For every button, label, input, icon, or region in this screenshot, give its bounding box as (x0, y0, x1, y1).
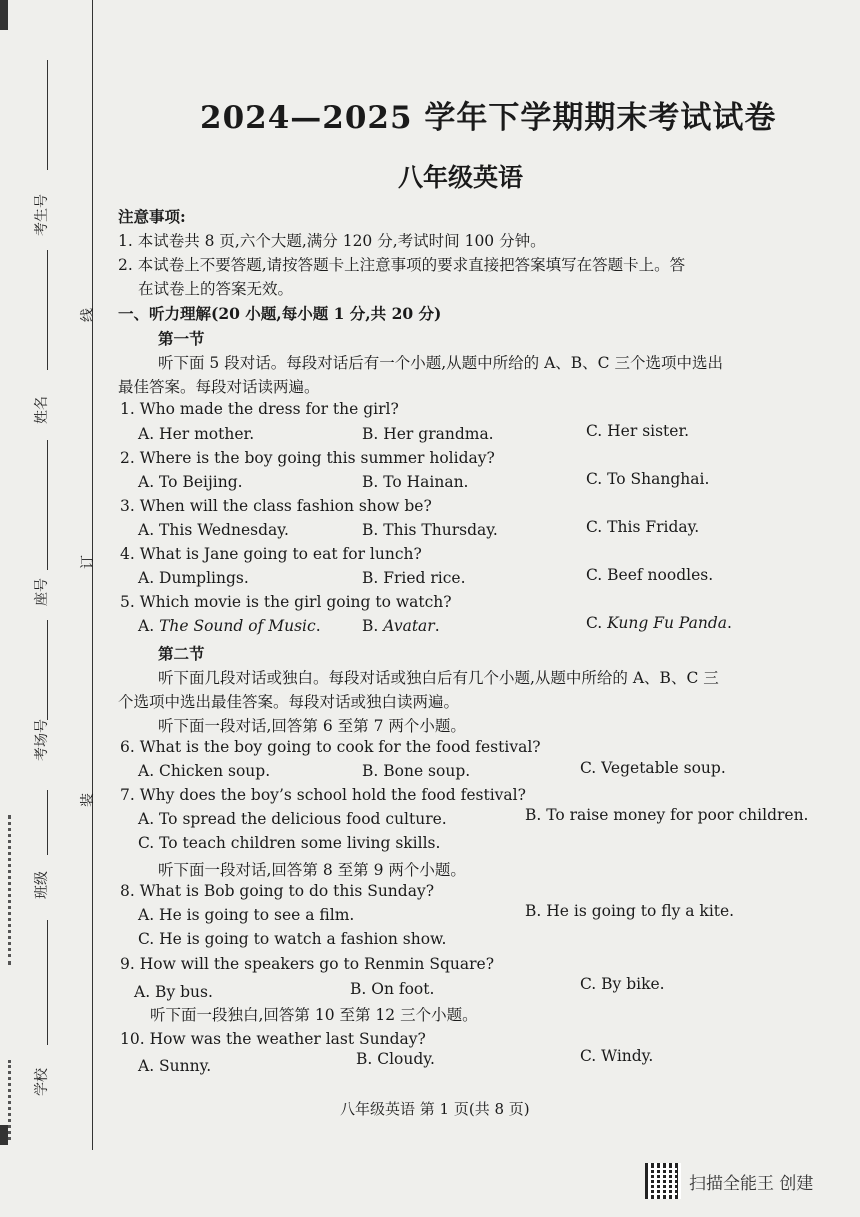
question-text: 8. What is Bob going to do this Sunday? (120, 882, 435, 900)
question-text: 3. When will the class fashion show be? (120, 497, 432, 515)
question-text: 7. Why does the boy’s school hold the food festival? (120, 786, 526, 804)
option-c: C. By bike. (580, 975, 665, 993)
option-a: A. Sunny. (138, 1057, 212, 1075)
instruction-cont: 个选项中选出最佳答案。每段对话或独白读两遍。 (118, 693, 460, 711)
fill-line (47, 920, 48, 1045)
option-a: A. To spread the delicious food culture. (138, 810, 447, 828)
dotted-edge (8, 815, 14, 965)
option-b: B. To raise money for poor children. (525, 806, 809, 824)
page-footer: 八年级英语 第 1 页(共 8 页) (340, 1100, 530, 1118)
binding-margin (0, 0, 110, 1150)
option-c: C. Her sister. (586, 422, 690, 440)
binding-line (92, 0, 93, 1150)
lead-in: 听下面一段对话,回答第 6 至第 7 两个小题。 (158, 717, 466, 735)
corner-mark (0, 1125, 8, 1145)
option-a: A. He is going to see a film. (138, 906, 355, 924)
question-text: 1. Who made the dress for the girl? (120, 400, 399, 418)
field-label-school: 学校 (34, 1068, 50, 1096)
fill-line (47, 250, 48, 370)
option-b: B. Avatar. (362, 617, 440, 635)
option-b: B. To Hainan. (362, 473, 469, 491)
option-c: C. This Friday. (586, 518, 700, 536)
field-label-name: 姓名 (34, 396, 50, 424)
notice-item-2: 2. 本试卷上不要答题,请按答题卡上注意事项的要求直接把答案填写在答题卡上。答 (118, 256, 686, 274)
notice-heading: 注意事项: (118, 207, 186, 226)
page-subtitle: 八年级英语 (398, 163, 524, 192)
option-b: B. Bone soup. (362, 762, 471, 780)
fill-line (47, 790, 48, 855)
corner-mark (0, 0, 8, 30)
fill-line (47, 620, 48, 720)
instruction: 听下面 5 段对话。每段对话后有一个小题,从题中所给的 A、B、C 三个选项中选出 (158, 354, 723, 372)
fill-line (47, 440, 48, 570)
field-label-room: 考场号 (34, 719, 50, 761)
field-label-exam-number: 考生号 (34, 194, 50, 236)
cut-label-bind: 装 (80, 793, 96, 807)
question-text: 2. Where is the boy going this summer holiday? (120, 449, 495, 467)
watermark-text: 扫描全能王 创建 (689, 1173, 814, 1194)
option-c: C. Kung Fu Panda. (586, 614, 732, 632)
notice-item-1: 1. 本试卷共 8 页,六个大题,满分 120 分,考试时间 100 分钟。 (118, 232, 546, 250)
option-a: A. Dumplings. (138, 569, 249, 587)
part-heading-2: 第二节 (158, 644, 205, 663)
question-text: 6. What is the boy going to cook for the food festival? (120, 738, 541, 756)
field-label-seat: 座号 (34, 578, 50, 606)
field-label-class: 班级 (34, 871, 50, 899)
page-title: 2024—2025 学年下学期期末考试试卷 (200, 100, 777, 136)
lead-in: 听下面一段对话,回答第 8 至第 9 两个小题。 (158, 861, 466, 879)
option-c: C. Vegetable soup. (580, 759, 726, 777)
option-c: C. Windy. (580, 1047, 654, 1065)
option-b: B. He is going to fly a kite. (525, 902, 735, 920)
question-text: 10. How was the weather last Sunday? (120, 1030, 426, 1048)
question-text: 5. Which movie is the girl going to watch? (120, 593, 452, 611)
option-b: B. Fried rice. (362, 569, 466, 587)
option-b: B. On foot. (350, 980, 435, 998)
question-text: 4. What is Jane going to eat for lunch? (120, 545, 422, 563)
option-c: C. Beef noodles. (586, 566, 714, 584)
scanner-watermark (645, 1163, 813, 1199)
option-c: C. To Shanghai. (586, 470, 710, 488)
option-b: B. This Thursday. (362, 521, 498, 539)
cut-label-staple: 订 (80, 555, 96, 569)
option-a: A. Her mother. (138, 425, 255, 443)
section-heading: 一、听力理解(20 小题,每小题 1 分,共 20 分) (118, 304, 442, 323)
qr-code-icon (645, 1163, 681, 1199)
option-a: A. The Sound of Music. (138, 617, 321, 635)
option-a: A. To Beijing. (138, 473, 243, 491)
option-a: A. Chicken soup. (138, 762, 271, 780)
notice-item-2-cont: 在试卷上的答案无效。 (138, 280, 294, 298)
dotted-edge (8, 1060, 14, 1140)
option-a: A. This Wednesday. (138, 521, 289, 539)
option-c: C. He is going to watch a fashion show. (138, 930, 447, 948)
option-b: B. Her grandma. (362, 425, 494, 443)
fill-line (47, 60, 48, 170)
cut-label-line: 线 (80, 308, 96, 322)
option-b: B. Cloudy. (356, 1050, 435, 1068)
instruction-cont: 最佳答案。每段对话读两遍。 (118, 378, 320, 396)
option-a: A. By bus. (134, 983, 213, 1001)
question-text: 9. How will the speakers go to Renmin Square? (120, 955, 494, 973)
lead-in: 听下面一段独白,回答第 10 至第 12 三个小题。 (150, 1006, 478, 1024)
part-heading-1: 第一节 (158, 329, 205, 348)
instruction: 听下面几段对话或独白。每段对话或独白后有几个小题,从题中所给的 A、B、C 三 (158, 669, 719, 687)
option-c: C. To teach children some living skills. (138, 834, 441, 852)
